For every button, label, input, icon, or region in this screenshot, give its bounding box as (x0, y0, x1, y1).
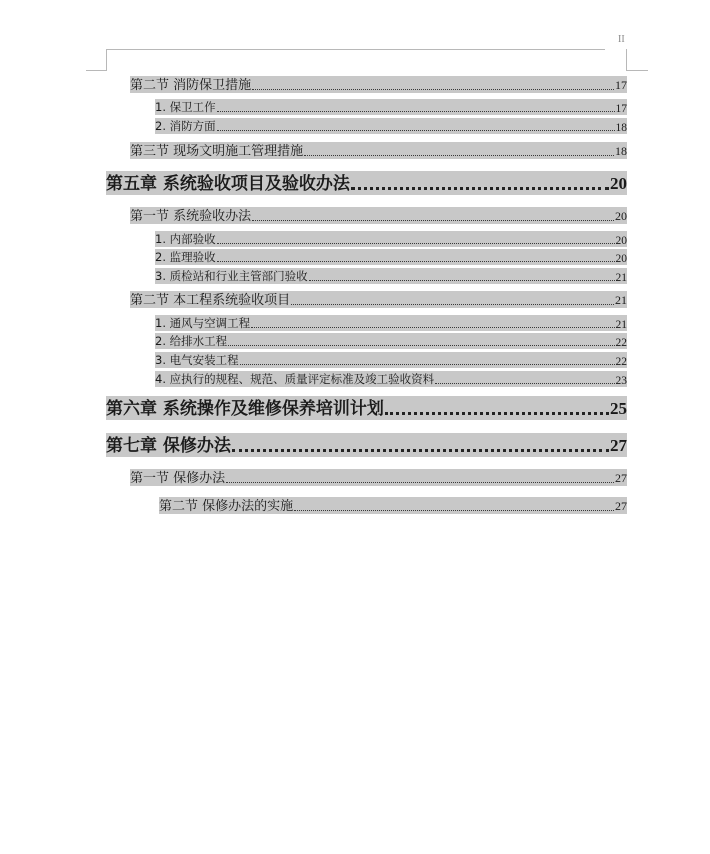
toc-leader-dots (217, 130, 615, 131)
toc-entry-chapter[interactable] (106, 396, 627, 420)
toc-entry-page: 27 (615, 471, 627, 485)
toc-entry-title: 2. 消防方面 (155, 119, 216, 133)
toc-entry-page: 21 (615, 293, 627, 307)
toc-entry-title: 1. 内部验收 (155, 232, 216, 246)
toc-entry-page: 22 (615, 337, 627, 349)
toc-entry-title: 第一节 系统验收办法 (130, 209, 252, 224)
toc-leader-dots (309, 280, 615, 281)
toc-entry-section[interactable] (130, 469, 627, 486)
toc-entry-page: 18 (615, 122, 627, 134)
toc-entry-page: 25 (610, 399, 627, 418)
toc-entry-title: 4. 应执行的规程、规范、质量评定标准及竣工验收资料 (155, 372, 435, 386)
toc-leader-dots (232, 449, 609, 452)
toc-entry-chapter[interactable] (106, 171, 627, 195)
toc-leader-dots (435, 383, 614, 384)
toc-entry-title: 3. 质检站和行业主管部门验收 (155, 269, 308, 283)
toc-entry-page: 20 (615, 235, 627, 247)
toc-entry-section[interactable] (159, 497, 627, 514)
toc-entry-item[interactable] (155, 249, 627, 265)
toc-entry-page: 27 (615, 499, 627, 513)
toc-entry-page: 20 (615, 253, 627, 265)
toc-entry-page: 22 (615, 356, 627, 368)
toc-entry-title: 第七章 保修办法 (106, 436, 231, 456)
toc-entry-item[interactable] (155, 333, 627, 349)
toc-entry-title: 1. 通风与空调工程 (155, 316, 251, 330)
toc-entry-item[interactable] (155, 99, 627, 115)
toc-leader-dots (291, 304, 614, 305)
toc-entry-title: 2. 给排水工程 (155, 334, 228, 348)
toc-entry-chapter[interactable] (106, 433, 627, 457)
page-number: II (618, 34, 625, 45)
toc-entry-item[interactable] (155, 231, 627, 247)
toc-entry-item[interactable] (155, 268, 627, 284)
toc-leader-dots (252, 89, 614, 90)
toc-leader-dots (252, 220, 614, 221)
toc-entry-title: 第一节 保修办法 (130, 471, 226, 486)
toc-entry-item[interactable] (155, 352, 627, 368)
toc-entry-title: 3. 电气安装工程 (155, 353, 239, 367)
toc-leader-dots (226, 482, 614, 483)
toc-entry-page: 17 (615, 103, 627, 115)
toc-entry-title: 第二节 保修办法的实施 (159, 499, 294, 514)
toc-entry-title: 第二节 本工程系统验收项目 (130, 293, 291, 308)
toc-entry-item[interactable] (155, 371, 627, 387)
toc-entry-section[interactable] (130, 142, 627, 159)
toc-entry-page: 23 (615, 375, 627, 387)
toc-entry-title: 第二节 消防保卫措施 (130, 78, 252, 93)
toc-leader-dots (217, 111, 615, 112)
toc-entry-title: 第三节 现场文明施工管理措施 (130, 144, 304, 159)
toc-entry-title: 第五章 系统验收项目及验收办法 (106, 174, 350, 194)
toc-entry-page: 18 (615, 144, 627, 158)
toc-entry-page: 21 (615, 319, 627, 331)
toc-entry-item[interactable] (155, 118, 627, 134)
toc-entry-section[interactable] (130, 76, 627, 93)
toc-entry-page: 20 (610, 174, 627, 193)
toc-entry-page: 17 (615, 78, 627, 92)
toc-leader-dots (240, 364, 615, 365)
toc-leader-dots (385, 412, 609, 415)
toc-entry-section[interactable] (130, 291, 627, 308)
toc-leader-dots (294, 510, 614, 511)
toc-leader-dots (251, 327, 614, 328)
toc-entry-page: 21 (615, 272, 627, 284)
toc-leader-dots (217, 243, 615, 244)
toc-entry-page: 27 (610, 436, 627, 455)
toc-entry-title: 2. 监理验收 (155, 250, 216, 264)
toc-leader-dots (304, 155, 614, 156)
toc-entry-title: 第六章 系统操作及维修保养培训计划 (106, 399, 384, 419)
toc-leader-dots (351, 187, 609, 190)
toc-entry-section[interactable] (130, 207, 627, 224)
toc-entry-title: 1. 保卫工作 (155, 100, 216, 114)
toc-entry-page: 20 (615, 209, 627, 223)
toc-leader-dots (217, 261, 615, 262)
toc-leader-dots (228, 345, 614, 346)
toc-entry-item[interactable] (155, 315, 627, 331)
